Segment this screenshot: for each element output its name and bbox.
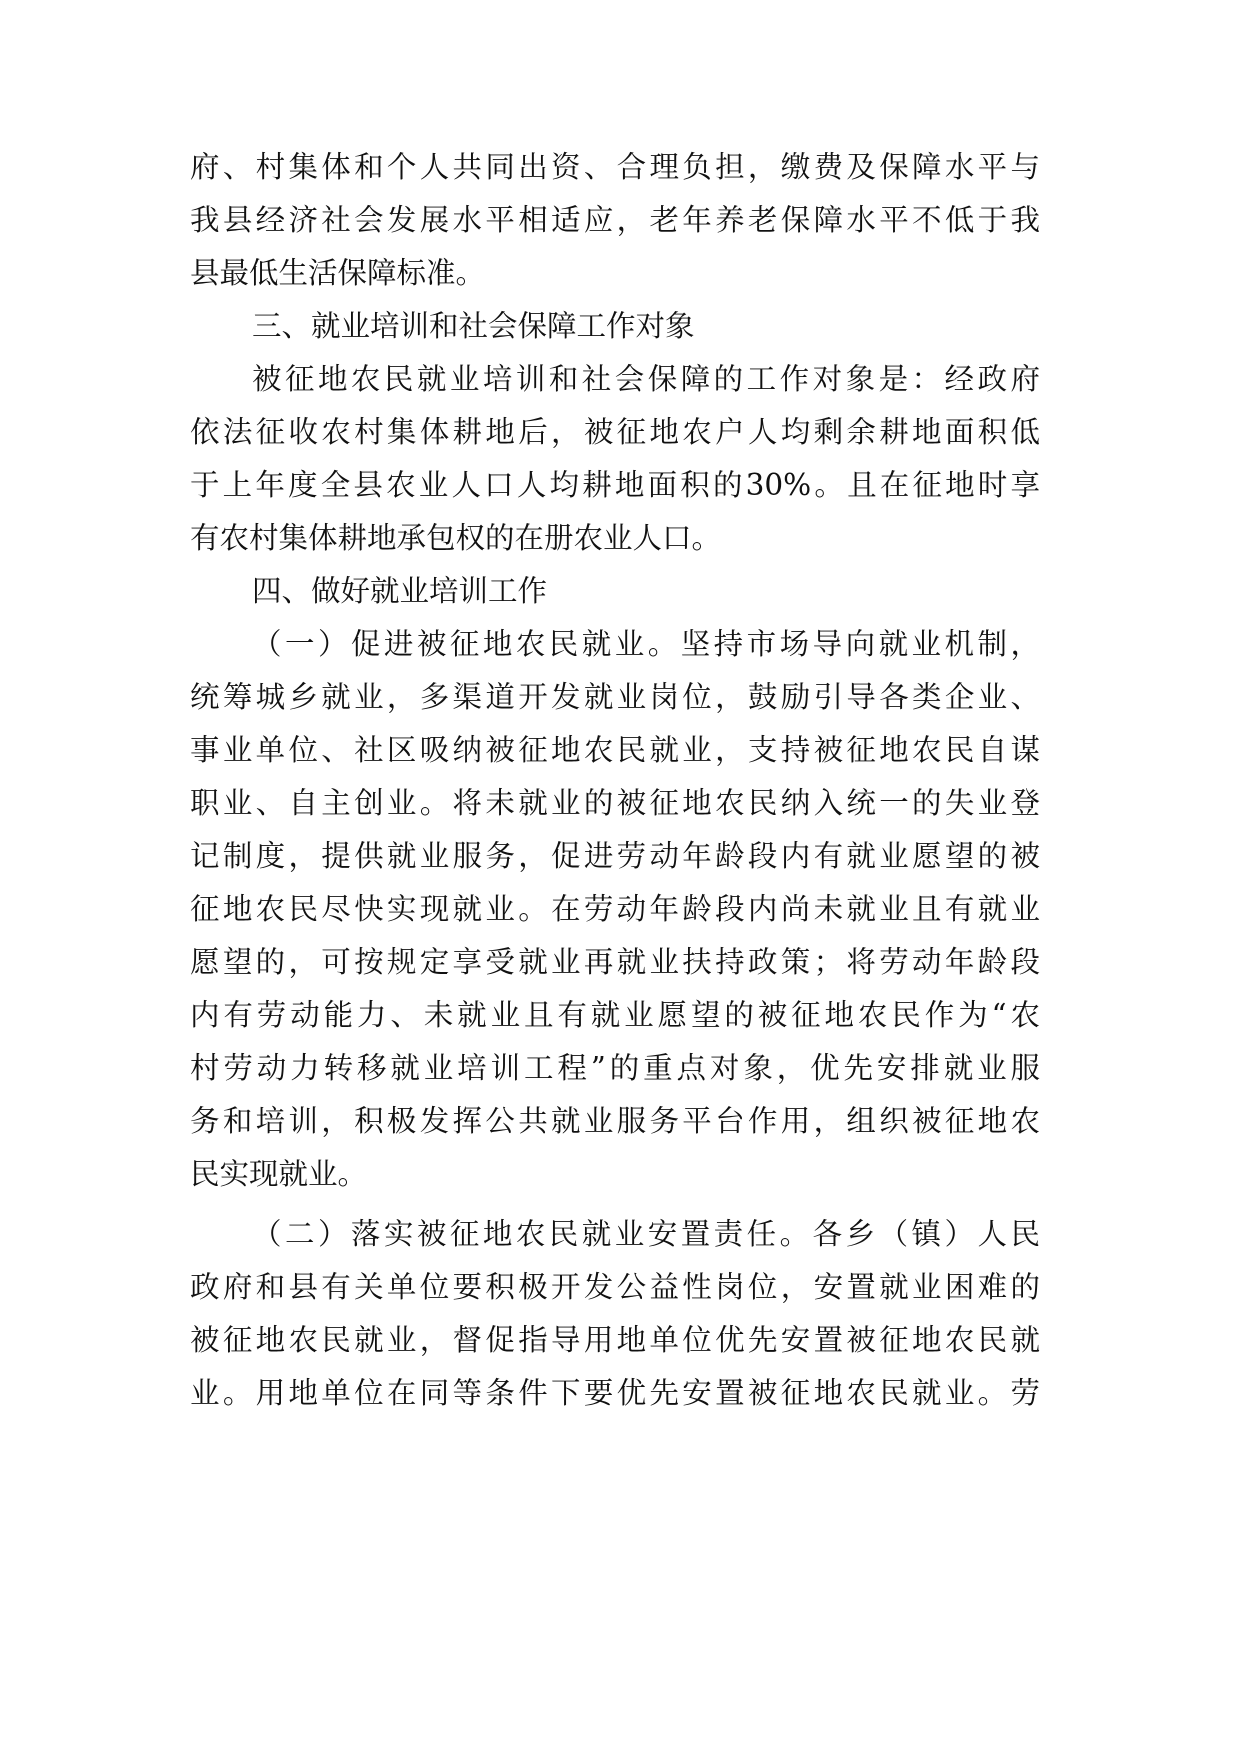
paragraph-4-line-2: 政府和县有关单位要积极开发公益性岗位，安置就业困难的 — [190, 1270, 1040, 1304]
paragraph-4-line-1: （二）落实被征地农民就业安置责任。各乡（镇）人民 — [252, 1217, 1040, 1251]
paragraph-2-line-1: 被征地农民就业培训和社会保障的工作对象是：经政府 — [252, 362, 1040, 396]
paragraph-3-line-5: 记制度，提供就业服务，促进劳动年龄段内有就业愿望的被 — [190, 839, 1040, 873]
paragraph-3-line-2: 统筹城乡就业，多渠道开发就业岗位，鼓励引导各类企业、 — [190, 680, 1040, 714]
paragraph-2-line-2: 依法征收农村集体耕地后，被征地农户人均剩余耕地面积低 — [190, 415, 1040, 449]
paragraph-1-line-2: 我县经济社会发展水平相适应，老年养老保障水平不低于我 — [190, 203, 1040, 237]
paragraph-2-line-3: 于上年度全县农业人口人均耕地面积的30%。且在征地时享 — [190, 468, 1040, 502]
section-heading-4: 四、做好就业培训工作 — [252, 574, 548, 608]
section-heading-3: 三、就业培训和社会保障工作对象 — [252, 309, 695, 343]
paragraph-3-line-6: 征地农民尽快实现就业。在劳动年龄段内尚未就业且有就业 — [190, 892, 1040, 926]
paragraph-1-line-3: 县最低生活保障标准。 — [190, 256, 486, 290]
paragraph-3-line-8: 内有劳动能力、未就业且有就业愿望的被征地农民作为“农 — [190, 998, 1040, 1032]
paragraph-3-line-3: 事业单位、社区吸纳被征地农民就业，支持被征地农民自谋 — [190, 733, 1040, 767]
paragraph-1-line-1: 府、村集体和个人共同出资、合理负担，缴费及保障水平与 — [190, 150, 1040, 184]
paragraph-3-line-9: 村劳动力转移就业培训工程”的重点对象，优先安排就业服 — [190, 1051, 1040, 1085]
paragraph-3-line-11: 民实现就业。 — [190, 1157, 368, 1191]
paragraph-2-line-4: 有农村集体耕地承包权的在册农业人口。 — [190, 521, 722, 555]
paragraph-3-line-10: 务和培训，积极发挥公共就业服务平台作用，组织被征地农 — [190, 1104, 1040, 1138]
paragraph-4-line-3: 被征地农民就业，督促指导用地单位优先安置被征地农民就 — [190, 1323, 1040, 1357]
paragraph-3-line-7: 愿望的，可按规定享受就业再就业扶持政策；将劳动年龄段 — [190, 945, 1040, 979]
paragraph-4-line-4: 业。用地单位在同等条件下要优先安置被征地农民就业。劳 — [190, 1376, 1040, 1410]
paragraph-3-line-1: （一）促进被征地农民就业。坚持市场导向就业机制， — [252, 627, 1040, 661]
paragraph-3-line-4: 职业、自主创业。将未就业的被征地农民纳入统一的失业登 — [190, 786, 1040, 820]
